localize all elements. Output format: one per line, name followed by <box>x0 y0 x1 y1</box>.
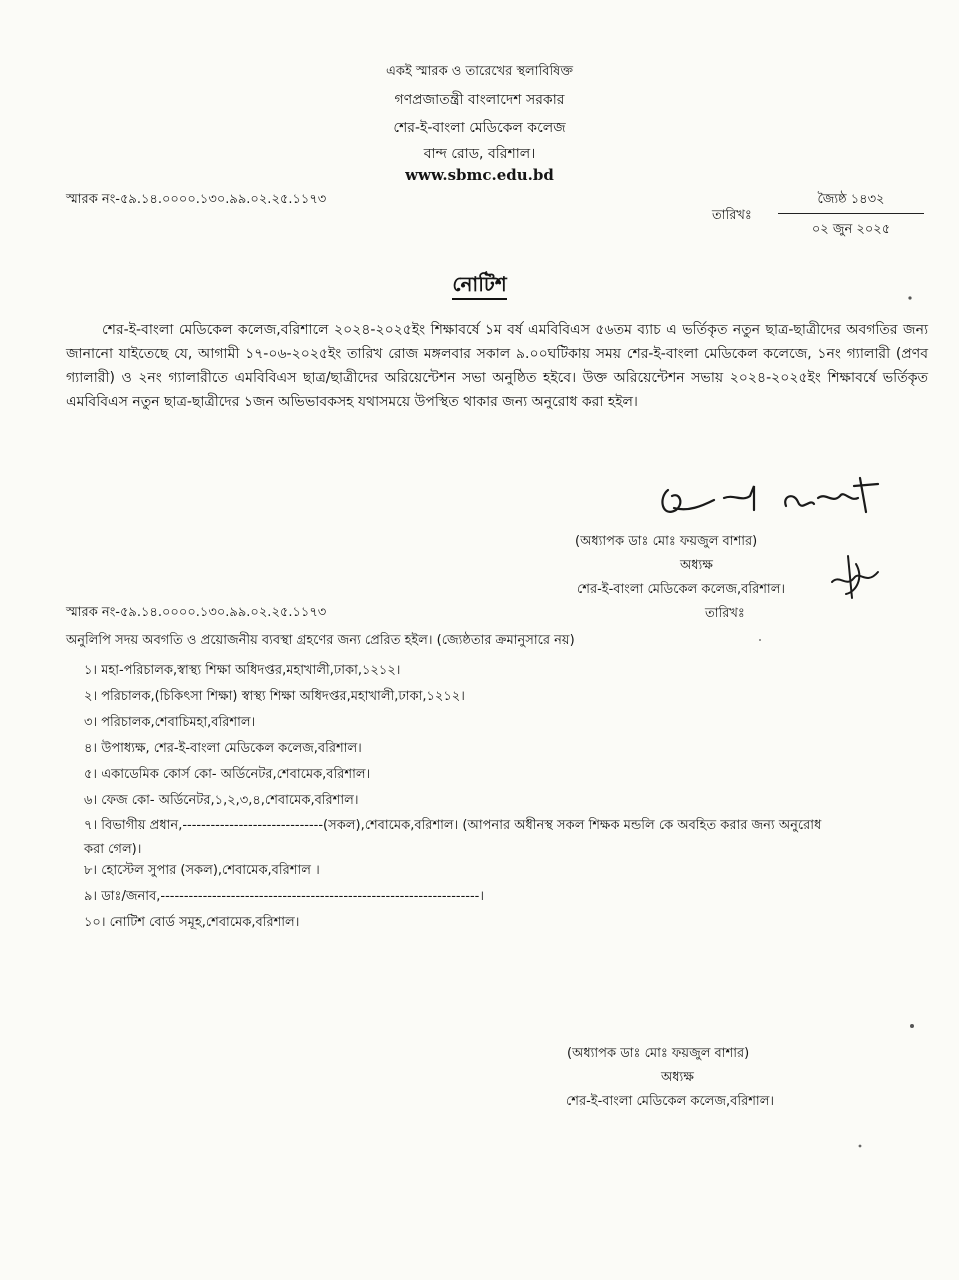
copy-date-label: তারিখঃ <box>705 606 745 621</box>
initial-signature-icon <box>826 552 884 602</box>
date-bangla: জ্যৈষ্ঠ ১৪৩২ <box>778 190 924 214</box>
notice-title-text: নোটিশ <box>452 272 506 300</box>
header-address: বান্দ রোড, বরিশাল। <box>423 146 536 162</box>
list-item: ১। মহা-পরিচালক,স্বাস্থ্য শিক্ষা অধিদপ্তর,মহাখালী,ঢাকা,১২১২। <box>84 663 401 678</box>
header-supersession-note: একই স্মারক ও তারেখের স্থলাবিষিক্ত <box>386 64 573 79</box>
header-college-name: শের-ই-বাংলা মেডিকেল কলেজ <box>393 120 566 136</box>
copy-memo-number: স্মারক নং-৫৯.১৪.০০০০.১৩০.৯৯.০২.২৫.১১৭৩ <box>66 605 327 620</box>
copy-recipient-list <box>84 658 844 936</box>
list-item: ৭। বিভাগীয় প্রধান,------------------------------(সকল),শেবামেক,বরিশাল। (আপনার অধীনস্থ সকল শিক্ষক মন্ডলি কে অবহিত করার জন্য অনুরোধ করা গেল)। <box>84 818 822 857</box>
memo-number: স্মারক নং-৫৯.১৪.০০০০.১৩০.৯৯.০২.২৫.১১৭৩ <box>66 192 327 207</box>
date-label: তারিখঃ <box>712 208 752 223</box>
signatory-organization: শের-ই-বাংলা মেডিকেল কলেজ,বরিশাল। <box>577 582 786 597</box>
bottom-signatory-organization: শের-ই-বাংলা মেডিকেল কলেজ,বরিশাল। <box>566 1094 775 1109</box>
bottom-signatory-designation: অধ্যক্ষ <box>661 1070 694 1085</box>
signature-icon <box>654 468 894 528</box>
list-item: ১০। নোটিশ বোর্ড সমূহ,শেবামেক,বরিশাল। <box>84 915 300 930</box>
list-item: ৬। ফেজ কো- অর্ডিনেটর,১,২,৩,৪,শেবামেক,বরিশাল। <box>84 793 359 808</box>
header-government: গণপ্রজাতন্ত্রী বাংলাদেশ সরকার <box>394 92 565 108</box>
date-english: ০২ জুন ২০২৫ <box>811 222 891 237</box>
notice-title <box>0 270 959 303</box>
bottom-signatory-name: (অধ্যাপক ডাঃ মোঃ ফয়জুল বাশার) <box>567 1046 750 1061</box>
notice-body: শের-ই-বাংলা মেডিকেল কলেজ,বরিশালে ২০২৪-২০২৫ইং শিক্ষাবর্ষে ১ম বর্ষ এমবিবিএস ৫৬তম ব্যাচ এ ভর্তিকৃত নতুন ছাত্র-ছাত্রীদের অবগতির জন্য জানানো যাইতেছে যে, আগামী ১৭-০৬-২০২৫ইং তারিখ রোজ মঙ্গলবার সকাল ৯.০০ঘটিকায় সময় শের-ই-বাংলা মেডিকেল কলেজে, ১নং গ্যালারী (প্রণব গ্যালারী) ও ২নং গ্যালারীতে এমবিবিএস ছাত্র/ছাত্রীদের অরিয়েন্টেশন সভা অনুষ্ঠিত হইবে। উক্ত অরিয়েন্টেশন সভায় ২০২৪-২০২৫ইং শিক্ষাবর্ষে ভর্তিকৃত এমবিবিএস নতুন ছাত্র-ছাত্রীদের ১জন অভিভাবকসহ যথাসময়ে উপস্থিত থাকার জন্য অনুরোধ করা হইল। <box>66 322 928 410</box>
copy-intro: অনুলিপি সদয় অবগতি ও প্রয়োজনীয় ব্যবস্থা গ্রহণের জন্য প্রেরিত হইল। (জ্যেষ্ঠতার ক্রমানুসারে নয়) <box>66 633 575 648</box>
signatory-designation: অধ্যক্ষ <box>680 558 713 573</box>
list-item: ২। পরিচালক,(চিকিৎসা শিক্ষা) স্বাস্থ্য শিক্ষা অধিদপ্তর,মহাখালী,ঢাকা,১২১২। <box>84 689 465 704</box>
list-item: ৫। একাডেমিক কোর্স কো- অর্ডিনেটর,শেবামেক,বরিশাল। <box>84 767 371 782</box>
signatory-name: (অধ্যাপক ডাঃ মোঃ ফয়জুল বাশার) <box>575 534 758 549</box>
date-block <box>778 190 924 241</box>
header-website: www.sbmc.edu.bd <box>405 166 554 184</box>
list-item: ৩। পরিচালক,শেবাচিমহা,বরিশাল। <box>84 715 256 730</box>
list-item: ৯। ডাঃ/জনাব,--------------------------------------------------------------------। <box>84 889 485 904</box>
list-item: ৮। হোস্টেল সুপার (সকল),শেবামেক,বরিশাল । <box>84 863 320 878</box>
list-item: ৪। উপাধ্যক্ষ, শের-ই-বাংলা মেডিকেল কলেজ,বরিশাল। <box>84 741 362 756</box>
